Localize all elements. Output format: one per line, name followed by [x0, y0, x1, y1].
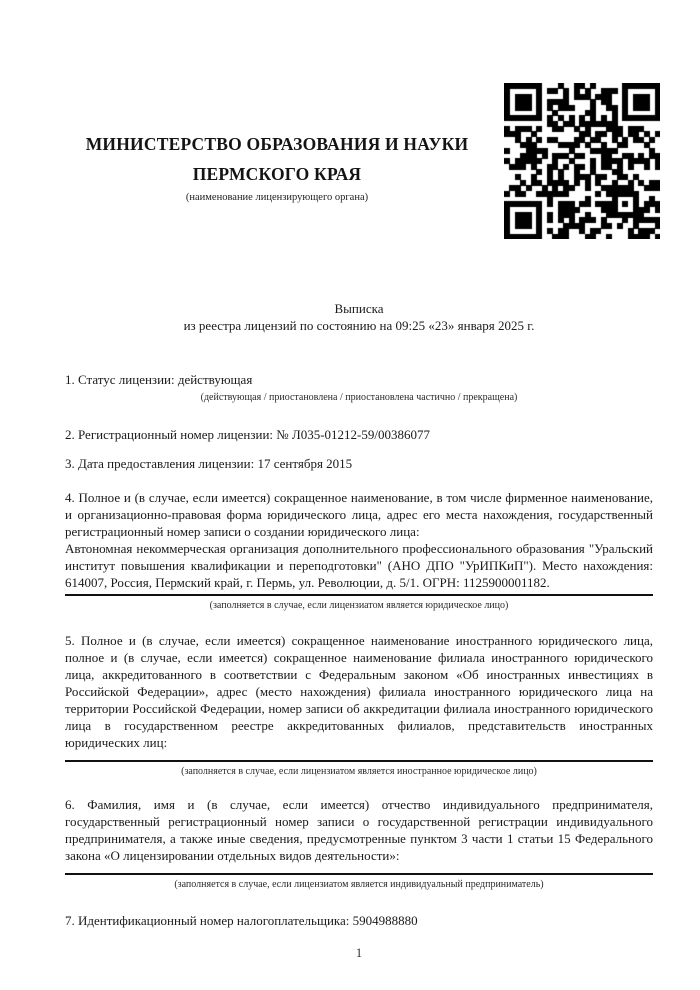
item-4-legal-entity-heading: 4. Полное и (в случае, если имеется) сокращенное наименование, в том числе фирменное наименование, и организационно-правовая форма юридического лица, адрес его места нахождения, государственный регистрационный номер записи о создании юридического лица:	[65, 490, 653, 539]
page-number: 1	[355, 945, 363, 960]
item-4-note: (заполняется в случае, если лицензиатом является юридическое лицо)	[209, 600, 509, 611]
item-5-note: (заполняется в случае, если лицензиатом является иностранное юридическое лицо)	[181, 766, 537, 777]
document-title	[65, 300, 653, 334]
item-1-license-status: 1. Статус лицензии: действующая	[65, 372, 253, 387]
document-header	[0, 0, 700, 300]
licensing-authority-block	[65, 129, 489, 205]
item-4-legal-entity-value: Автономная некоммерческая организация дополнительного профессионального образования "Уральский институт повышения квалификации и переподготовки" (АНО ДПО "УрИПКиП"). Место нахождения: 614007, Россия, Пермский край, г. Пермь, ул. Революции, д. 5/1. ОГРН: 1125900001182.	[65, 541, 653, 590]
item-5-fill-line	[65, 760, 653, 762]
document-title-line2: из реестра лицензий по состоянию на 09:25 «23» января 2025 г.	[183, 318, 535, 333]
ministry-name-line1: МИНИСТЕРСТВО ОБРАЗОВАНИЯ И НАУКИ	[85, 134, 469, 154]
item-3-grant-date: 3. Дата предоставления лицензии: 17 сентября 2015	[65, 456, 353, 471]
item-1-note: (действующая / приостановлена / приостановлена частично / прекращена)	[200, 392, 518, 403]
document-title-line1: Выписка	[334, 301, 384, 316]
item-7-taxpayer-number: 7. Идентификационный номер налогоплательщика: 5904988880	[65, 913, 418, 928]
document-body	[65, 300, 653, 961]
item-5-foreign-entity-heading: 5. Полное и (в случае, если имеется) сокращенное наименование иностранного юридического лица, полное и (в случае, если имеется) сокращенное наименование филиала иностранного юридического лица, аккредитованного в соответствии с Федеральным законом «Об иностранных инвестициях в Российской Федерации», адрес (место нахождения) филиала иностранного юридического лица на территории Российской Федерации, номер записи об аккредитации филиала иностранного юридического лица в государственном реестре аккредитованных филиалов, представительств иностранных юридических лиц:	[65, 633, 653, 750]
ministry-caption: (наименование лицензирующего органа)	[185, 192, 369, 203]
item-4-fill-line	[65, 594, 653, 596]
item-6-entrepreneur-heading: 6. Фамилия, имя и (в случае, если имеется) отчество индивидуального предпринимателя, государственный регистрационный номер записи о государственной регистрации индивидуального предпринимателя, а также иные сведения, предусмотренные пунктом 3 части 1 статьи 15 Федерального закона «О лицензировании отдельных видов деятельности»:	[65, 797, 653, 863]
qr-code-icon	[504, 83, 660, 239]
ministry-name-line2: ПЕРМСКОГО КРАЯ	[192, 164, 362, 184]
item-6-fill-line	[65, 873, 653, 875]
item-6-note: (заполняется в случае, если лицензиатом является индивидуальный предприниматель)	[174, 879, 544, 890]
item-2-registration-number: 2. Регистрационный номер лицензии: № Л035-01212-59/00386077	[65, 427, 431, 442]
